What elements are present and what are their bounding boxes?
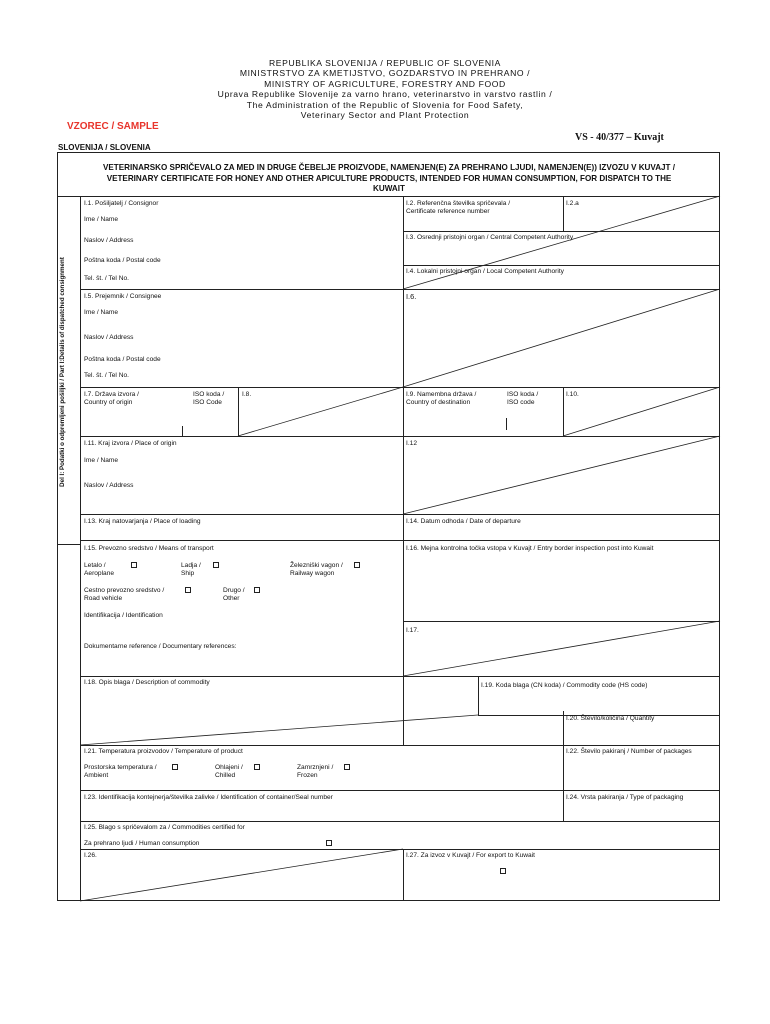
temperature-frozen-label: Zamrznjeni / bbox=[297, 764, 334, 771]
field-i2a-label: I.2.a bbox=[566, 200, 579, 207]
transport-ship-label: Ladja / bbox=[181, 562, 201, 569]
field-i19-label: I.19. Koda blaga (CN koda) / Commodity code (HS code) bbox=[481, 682, 648, 689]
field-i23-label: I.23. Identifikacija kontejnerja/številka zalivke / Identification of container/Seal number bbox=[84, 794, 333, 801]
temperature-ambient-label-en: Ambient bbox=[84, 772, 109, 779]
field-i10-label: I.10. bbox=[566, 391, 579, 398]
diagonal-i17 bbox=[403, 621, 720, 676]
place-of-origin-name-label: Ime / Name bbox=[84, 457, 119, 464]
consignee-address-label: Naslov / Address bbox=[84, 334, 134, 341]
header-line: REPUBLIKA SLOVENIJA / REPUBLIC OF SLOVENIA bbox=[269, 58, 501, 68]
field-i1-label: I.1. Pošiljatelj / Consignor bbox=[84, 200, 159, 207]
transport-ship-label-en: Ship bbox=[181, 570, 195, 577]
sample-label: VZOREC / SAMPLE bbox=[67, 121, 159, 132]
field-i9-label: I.9. Namembna država / bbox=[406, 391, 477, 398]
field-i5-label: I.5. Prejemnik / Consignee bbox=[84, 293, 162, 300]
country-label: SLOVENIJA / SLOVENIA bbox=[58, 143, 151, 152]
field-i25-label: I.25. Blago s spričevalom za / Commodities certified for bbox=[84, 824, 245, 831]
header-line: Veterinary Sector and Plant Protection bbox=[300, 110, 470, 121]
field-i11-label: I.11. Kraj izvora / Place of origin bbox=[84, 440, 177, 447]
title-line: VETERINARSKO SPRIČEVALO ZA MED IN DRUGE ČEBELJE PROIZVODE, NAMENJEN(E) ZA PREHRANO LJUDI, NAMENJEN(E)) IZVOZU V KUVAJT / bbox=[102, 163, 675, 172]
field-i22-label: I.22. Število pakiranj / Number of packages bbox=[566, 748, 692, 755]
field-i16-label: I.16. Mejna kontrolna točka vstopa v Kuvajt / Entry border inspection post into Kuwait bbox=[406, 545, 654, 552]
consignor-tel-label: Tel. št. / Tel No. bbox=[84, 275, 129, 282]
field-i20-label: I.20. Število/količina / Quantity bbox=[566, 715, 655, 722]
field-i3-label: I.3. Osrednji pristojni organ / Central Competent Authority bbox=[406, 234, 574, 241]
field-i8-label: I.8. bbox=[242, 391, 252, 398]
header-line: The Administration of the Republic of Slovenia for Food Safety, bbox=[246, 99, 524, 110]
temperature-chilled-label: Ohlajeni / bbox=[215, 764, 243, 771]
title-line: VETERINARY CERTIFICATE FOR HONEY AND OTHER APICULTURE PRODUCTS, INTENDED FOR HUMAN CONSUMPTION, FOR DISPATCH TO THE bbox=[106, 173, 672, 183]
field-i17-label: I.17. bbox=[406, 627, 419, 634]
diagonal-i2-i4 bbox=[403, 196, 720, 289]
field-i2-label: I.2. Referenčna številka spričevala / bbox=[406, 200, 511, 207]
iso-code-label-destination: ISO koda / bbox=[507, 391, 539, 398]
identification-label: Identifikacija / Identification bbox=[84, 612, 163, 619]
consignee-name-label: Ime / Name bbox=[84, 309, 119, 316]
diagonal-i18 bbox=[80, 715, 478, 745]
field-i6-label: I.6. bbox=[406, 292, 417, 301]
temperature-chilled-label-en: Chilled bbox=[215, 772, 236, 779]
consignee-postal-label: Poštna koda / Postal code bbox=[84, 356, 161, 363]
consignee-tel-label: Tel. št. / Tel No. bbox=[84, 372, 129, 379]
consignor-name-label: Ime / Name bbox=[84, 216, 119, 223]
transport-aeroplane-label-en: Aeroplane bbox=[84, 570, 115, 577]
consignor-postal-label: Poštna koda / Postal code bbox=[84, 257, 161, 264]
transport-rail-label: Železniški vagon / bbox=[290, 562, 343, 569]
field-i2-label-en: Certificate reference number bbox=[406, 208, 490, 215]
header-line: Uprava Republike Slovenije za varno hrano, veterinarstvo in varstvo rastlin / bbox=[217, 89, 553, 100]
transport-rail-label-en: Railway wagon bbox=[290, 570, 335, 577]
part-one-side-label: Del I: Podatki o odpremljeni pošiljki / Part I:Details of dispatched consignment bbox=[59, 257, 66, 487]
field-i12-label: I.12 bbox=[406, 440, 417, 447]
title-line: KUWAIT bbox=[373, 184, 405, 193]
transport-other-label: Drugo / bbox=[223, 587, 245, 594]
field-i24-label: I.24. Vrsta pakiranja / Type of packaging bbox=[566, 794, 684, 801]
field-i9-label-en: Country of destination bbox=[406, 399, 471, 406]
transport-road-label-en: Road vehicle bbox=[84, 595, 123, 602]
human-consumption-label: Za prehrano ljudi / Human consumption bbox=[84, 840, 200, 847]
diagonal-i12 bbox=[403, 436, 720, 514]
field-i7-label-en: Country of origin bbox=[84, 399, 133, 406]
field-i21-label: I.21. Temperatura proizvodov / Temperature of product bbox=[84, 748, 243, 755]
iso-code-label-origin-en: ISO Code bbox=[193, 399, 222, 406]
temperature-frozen-label-en: Frozen bbox=[297, 772, 318, 779]
transport-aeroplane-label: Letalo / bbox=[84, 562, 106, 569]
reference-code: VS - 40/377 – Kuvajt bbox=[575, 132, 664, 143]
field-i4-label: I.4. Lokalni pristojni organ / Local Competent Authority bbox=[406, 268, 564, 275]
documentary-references-label: Dokumentarne reference / Documentary references: bbox=[84, 643, 237, 650]
iso-code-label-destination-en: ISO code bbox=[507, 399, 535, 406]
diagonal-i6 bbox=[403, 289, 720, 387]
transport-other-label-en: Other bbox=[223, 595, 240, 602]
diagonal-i8 bbox=[238, 387, 403, 436]
header-line: MINISTRSTVO ZA KMETIJSTVO, GOZDARSTVO IN PREHRANO / bbox=[239, 68, 531, 79]
field-i13-label: I.13. Kraj natovarjanja / Place of loading bbox=[84, 518, 201, 525]
consignor-address-label: Naslov / Address bbox=[84, 237, 134, 244]
diagonal-i26 bbox=[80, 849, 403, 901]
header-line: MINISTRY OF AGRICULTURE, FORESTRY AND FOOD bbox=[264, 78, 506, 89]
field-i15-label: I.15. Prevozno sredstvo / Means of transport bbox=[84, 545, 214, 552]
field-i27-label: I.27. Za izvoz v Kuvajt / For export to Kuwait bbox=[406, 852, 535, 859]
temperature-ambient-label: Prostorska temperatura / bbox=[84, 764, 157, 771]
field-i7-label: I.7. Država izvora / bbox=[84, 391, 139, 398]
field-i26-label: I.26. bbox=[84, 852, 97, 859]
diagonal-i10 bbox=[563, 387, 720, 436]
iso-code-label-origin: ISO koda / bbox=[193, 391, 225, 398]
transport-road-label: Cestno prevozno sredstvo / bbox=[84, 587, 165, 594]
field-i14-label: I.14. Datum odhoda / Date of departure bbox=[406, 518, 521, 525]
place-of-origin-address-label: Naslov / Address bbox=[84, 482, 134, 489]
field-i18-label: I.18. Opis blaga / Description of commodity bbox=[84, 679, 210, 686]
